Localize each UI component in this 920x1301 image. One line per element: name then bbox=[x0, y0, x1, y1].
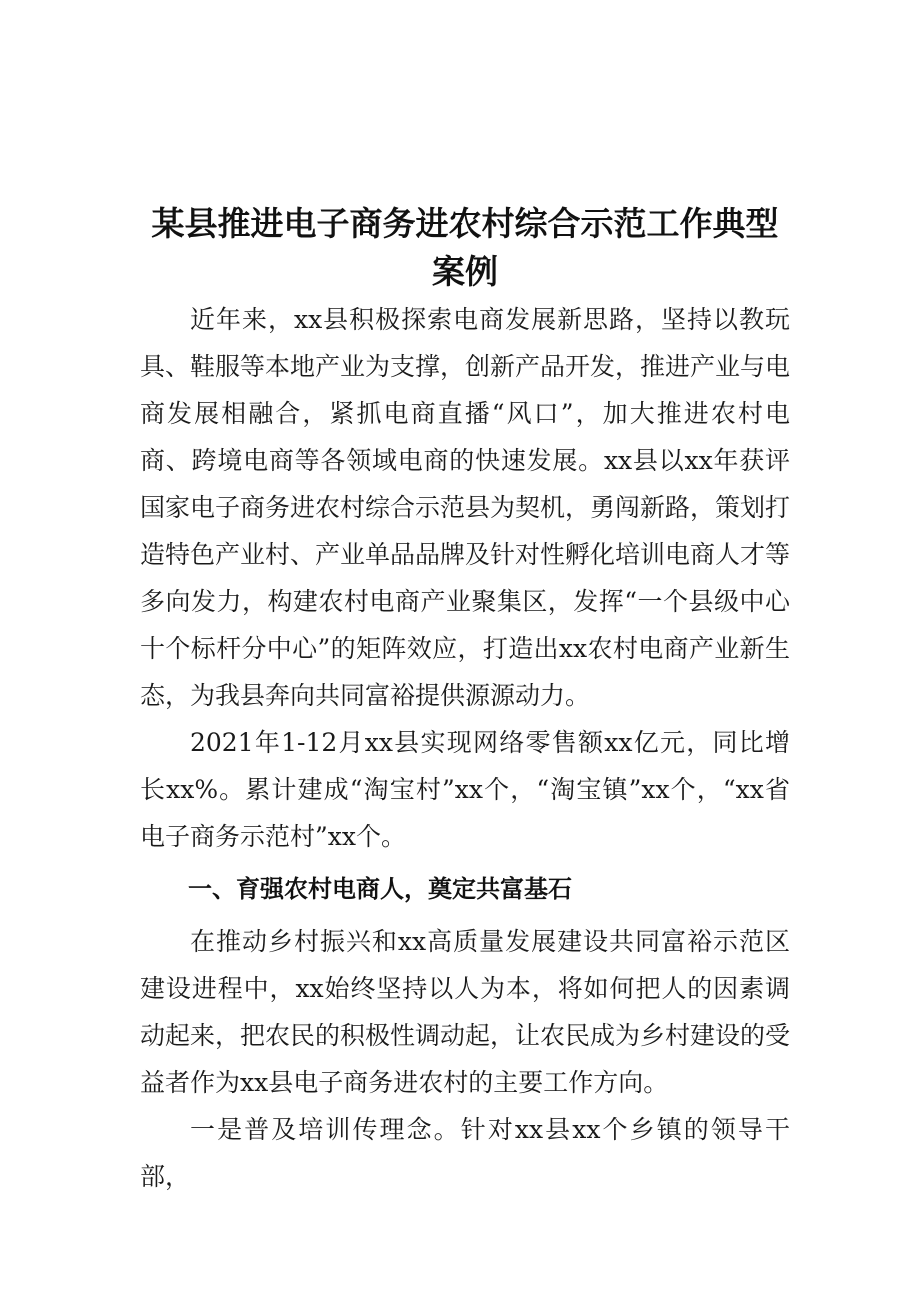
paragraph-statistics: 2021年1-12月xx县实现网络零售额xx亿元，同比增长xx%。累计建成“淘宝村”xx个，“淘宝镇”xx个，“xx省电子商务示范村”xx个。 bbox=[140, 728, 790, 851]
document-title: 某县推进电子商务进农村综合示范工作典型案例 bbox=[151, 204, 779, 291]
paragraph-point-one: 一是普及培训传理念。针对xx县xx个乡镇的领导干部， bbox=[140, 1115, 790, 1191]
document-body bbox=[140, 296, 790, 1200]
section-heading: 一、育强农村电商人，奠定共富基石 bbox=[188, 875, 572, 903]
paragraph-intro: 近年来，xx县积极探索电商发展新思路，坚持以教玩具、鞋服等本地产业为支撑，创新产品开发，推进产业与电商发展相融合，紧抓电商直播“风口”，加大推进农村电商、跨境电商等各领域电商的快速发展。xx县以xx年获评国家电子商务进农村综合示范县为契机，勇闯新路，策划打造特色产业村、产业单品品牌及针对性孵化培训电商人才等多向发力，构建农村电商产业聚集区，发挥“一个县级中心十个标杆分中心”的矩阵效应，打造出xx农村电商产业新生态，为我县奔向共同富裕提供源源动力。 bbox=[140, 305, 791, 710]
paragraph-section-intro: 在推动乡村振兴和xx高质量发展建设共同富裕示范区建设进程中，xx始终坚持以人为本，将如何把人的因素调动起来，把农民的积极性调动起，让农民成为乡村建设的受益者作为xx县电子商务进农村的主要工作方向。 bbox=[140, 927, 791, 1097]
